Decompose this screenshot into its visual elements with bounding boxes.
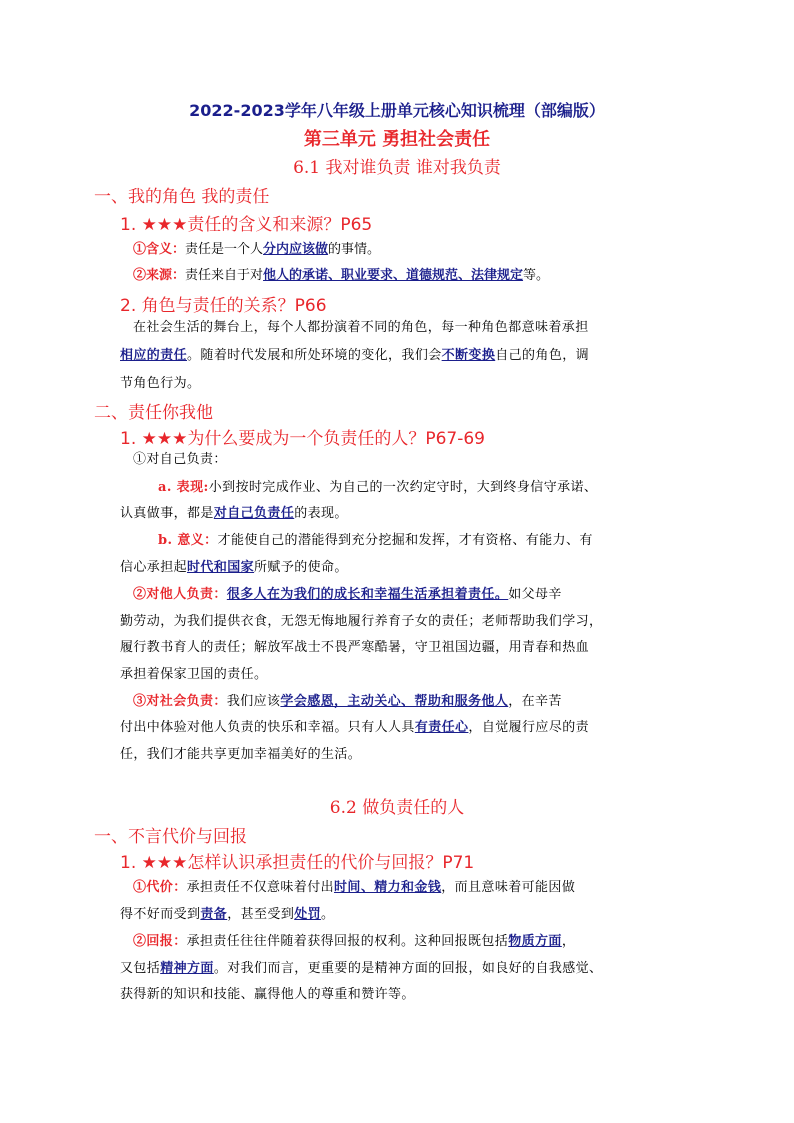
q4-return-text-1: 承担责任往往伴随着获得回报的权利。这种回报既包括 <box>186 934 509 949</box>
q1-meaning-key: 分内应该做 <box>263 242 329 257</box>
question-heading-3: 1. ★★★为什么要成为一个负责任的人？P67-69 <box>120 429 485 449</box>
q3-a-key: 对自己负责任 <box>213 506 295 521</box>
q4-return-text-3: 又包括 <box>120 961 161 976</box>
q4-cost-key-3: 处罚 <box>294 907 322 922</box>
q3-others-line-2: 勤劳动，为我们提供衣食，无怨无悔地履行养育子女的责任；老师帮助我们学习， <box>120 614 603 629</box>
question-heading-2: 2. 角色与责任的关系？P66 <box>120 296 327 316</box>
q3-others-label: ②对他人负责： <box>133 587 227 602</box>
q2-line-1: 在社会生活的舞台上，每个人都扮演着不同的角色，每一种角色都意味着承担 <box>133 320 589 335</box>
q2-line-2 <box>120 342 589 370</box>
section-heading-3: 一、不言代价与回报 <box>94 827 247 847</box>
q1-source-line <box>133 264 549 283</box>
document-title: 2022-2023学年八年级上册单元核心知识梳理（部编版） <box>189 101 605 120</box>
q4-cost-line-2 <box>120 901 334 929</box>
question-heading-1: 1. ★★★责任的含义和来源？P65 <box>120 215 373 235</box>
q2-line-3: 节角色行为。 <box>120 376 201 391</box>
question-heading-4: 1. ★★★怎样认识承担责任的代价与回报？P71 <box>120 853 475 873</box>
q3-b-text-1: 才能使自己的潜能得到充分挖掘和发挥，才有资格、有能力、有 <box>217 533 593 548</box>
q3-a-text-2: 认真做事，都是 <box>120 506 214 521</box>
q3-society-key-1: 学会感恩，主动关心、帮助和服务他人 <box>280 694 509 709</box>
q3-a-line-2 <box>120 500 348 528</box>
q3-others-key: 很多人在为我们的成长和幸福生活承担着责任。 <box>226 587 509 602</box>
q3-a-line-1 <box>158 474 597 502</box>
q3-self-label: ①对自己负责： <box>133 452 227 467</box>
q2-key-2: 不断变换 <box>441 348 496 363</box>
q4-cost-label: ①代价： <box>133 880 187 895</box>
q4-cost-text-2: ，而且意味着可能因做 <box>441 880 576 895</box>
q3-others-line-3: 履行教书育人的责任；解放军战士不畏严寒酷暑，守卫祖国边疆，用青春和热血 <box>120 640 590 655</box>
q3-others-line-1 <box>133 581 562 609</box>
q1-source-key: 他人的承诺、职业要求、道德规范、法律规定 <box>263 268 524 283</box>
q3-society-text-3: 付出中体验对他人负责的快乐和幸福。只有人人具 <box>120 720 415 735</box>
q3-society-label: ③对社会负责： <box>133 694 227 709</box>
q2-key-1: 相应的责任 <box>120 348 188 363</box>
q4-cost-line-1 <box>133 874 575 902</box>
q3-b-text-3: 所赋予的使命。 <box>254 560 348 575</box>
q3-society-key-2: 有责任心 <box>414 720 469 735</box>
q3-b-line-2 <box>120 554 348 582</box>
q4-cost-text-3: 得不好而受到 <box>120 907 201 922</box>
q3-b-label: b. 意义： <box>158 533 218 548</box>
q3-others-text-1: 如父母辛 <box>508 587 562 602</box>
q4-return-key-2: 精神方面 <box>160 961 214 976</box>
unit-title: 第三单元 勇担社会责任 <box>303 129 491 150</box>
q4-return-line-3: 获得新的知识和技能、赢得他人的尊重和赞许等。 <box>120 987 415 1002</box>
q3-b-text-2: 信心承担起 <box>120 560 188 575</box>
q4-cost-text-5: 。 <box>321 907 335 922</box>
q4-return-text-4: 。对我们而言，更重要的是精神方面的回报，如良好的自我感觉、 <box>213 961 603 976</box>
q4-return-text-2: ， <box>561 934 576 949</box>
q1-meaning-text: 责任是一个人 <box>185 242 264 257</box>
q1-source-text-end: 等。 <box>523 268 550 283</box>
q1-source-label: ②来源： <box>133 268 186 283</box>
q4-cost-key-2: 责备 <box>200 907 228 922</box>
q3-society-text-2: ，在辛苦 <box>508 694 562 709</box>
q3-a-label: a. 表现: <box>158 480 209 495</box>
lesson-title-1: 6.1 我对谁负责 谁对我负责 <box>293 158 501 178</box>
q3-society-line-1 <box>133 688 562 716</box>
q3-b-key: 时代和国家 <box>187 560 255 575</box>
q3-others-line-4: 承担着保家卫国的责任。 <box>120 667 268 682</box>
q4-return-key-1: 物质方面 <box>508 934 562 949</box>
q4-return-label: ②回报： <box>133 934 187 949</box>
q1-meaning-line <box>133 238 380 257</box>
q3-a-text-1: 小到按时完成作业、为自己的一次约定守时，大到终身信守承诺、 <box>208 480 598 495</box>
q3-society-line-2 <box>120 714 589 742</box>
q4-return-line-1 <box>133 928 575 956</box>
q4-cost-text-4: ，甚至受到 <box>227 907 295 922</box>
q1-meaning-label: ①含义： <box>133 242 186 257</box>
q2-text-3: 自己的角色，调 <box>495 348 590 363</box>
q3-b-line-1 <box>158 527 593 555</box>
q3-a-text-3: 的表现。 <box>294 506 348 521</box>
q3-society-text-1: 我们应该 <box>226 694 281 709</box>
q1-source-text: 责任来自于对 <box>185 268 264 283</box>
q2-text-2: 。随着时代发展和所处环境的变化，我们会 <box>187 348 442 363</box>
section-heading-2: 二、责任你我他 <box>94 403 213 423</box>
q3-society-line-3: 任，我们才能共享更加幸福美好的生活。 <box>120 747 362 762</box>
q4-cost-key-1: 时间、精力和金钱 <box>334 880 442 895</box>
q1-meaning-text-end: 的事情。 <box>328 242 381 257</box>
section-heading-1: 一、我的角色 我的责任 <box>94 187 270 207</box>
q3-society-text-4: ，自觉履行应尽的责 <box>468 720 590 735</box>
q4-cost-text-1: 承担责任不仅意味着付出 <box>186 880 335 895</box>
lesson-title-2: 6.2 做负责任的人 <box>329 798 465 818</box>
q4-return-line-2 <box>120 955 602 983</box>
